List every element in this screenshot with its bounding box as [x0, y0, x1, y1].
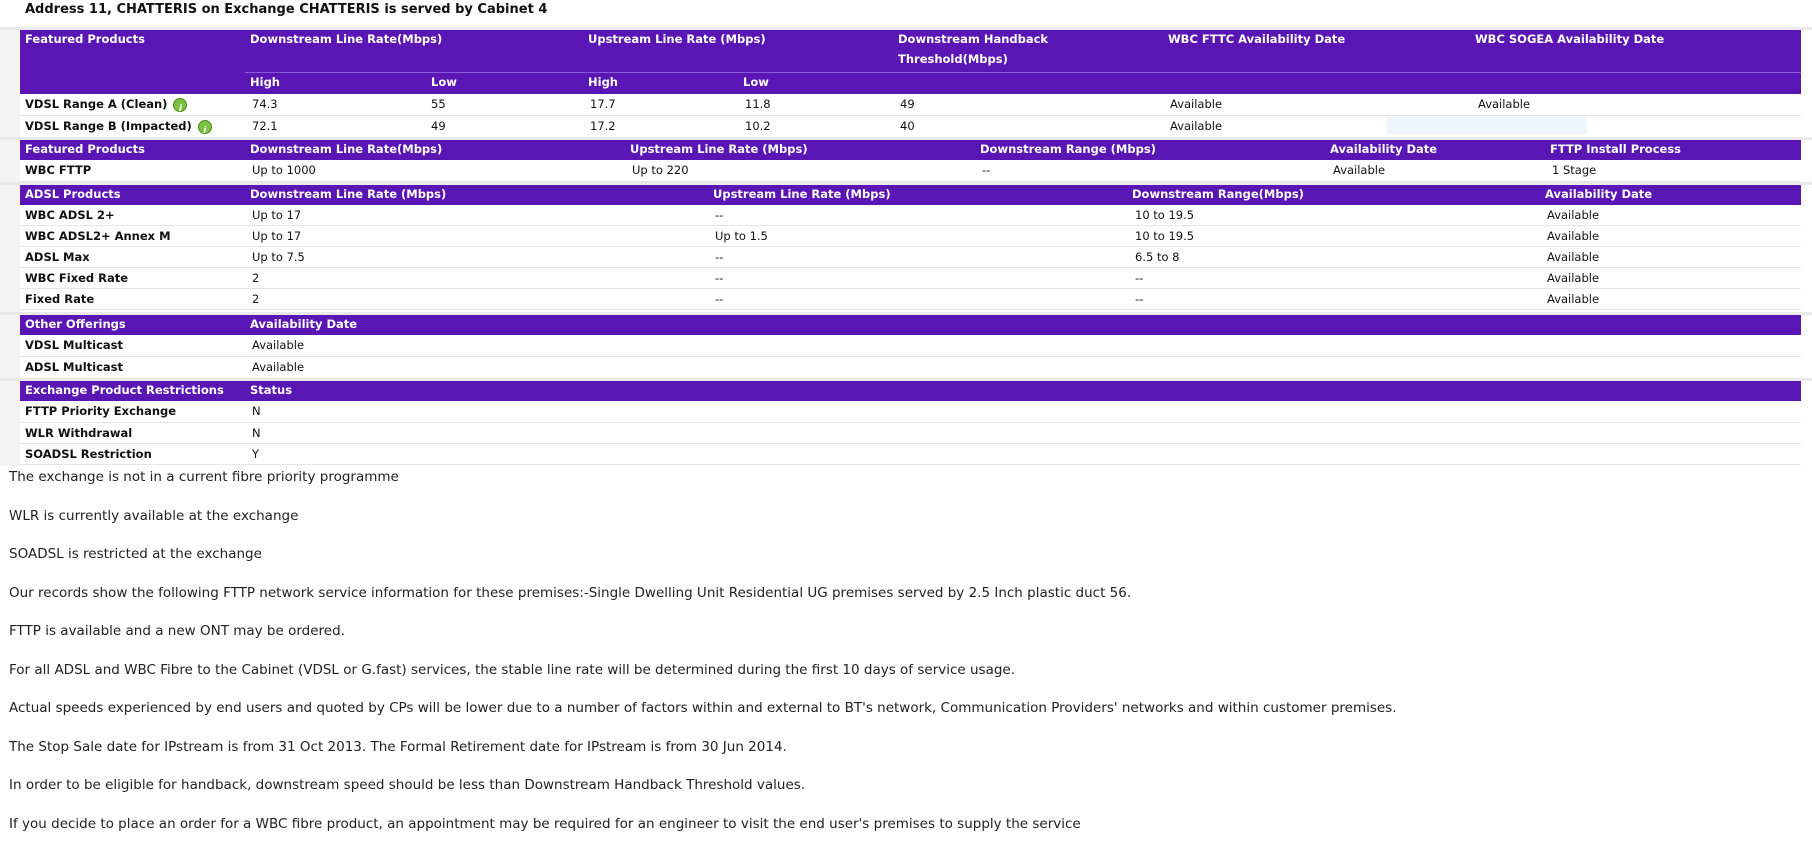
up-rate-value: --: [715, 268, 723, 288]
note: SOADSL is restricted at the exchange: [9, 539, 1799, 578]
down-rate-value: Up to 1000: [252, 160, 316, 180]
restriction-name: WLR Withdrawal: [25, 423, 132, 443]
restriction-name: FTTP Priority Exchange: [25, 401, 176, 421]
table-row: [20, 423, 1801, 444]
col-handback-threshold-line1: Downstream Handback: [898, 30, 1048, 49]
status-value: N: [252, 423, 261, 443]
col-down-high: High: [250, 73, 280, 92]
fttc-availability-value: Available: [1170, 116, 1222, 136]
col-upstream-line-rate: Upstream Line Rate (Mbps): [588, 30, 766, 49]
col-downstream-line-rate: Downstream Line Rate (Mbps): [250, 185, 446, 204]
down-range-value: 10 to 19.5: [1135, 205, 1194, 225]
col-sogea-availability: WBC SOGEA Availability Date: [1475, 30, 1664, 49]
col-down-low: Low: [431, 73, 457, 92]
col-exchange-product-restrictions: Exchange Product Restrictions: [25, 381, 224, 400]
down-range-value: 10 to 19.5: [1135, 226, 1194, 246]
availability-value: Available: [1547, 226, 1599, 246]
availability-value: Available: [252, 335, 304, 355]
up-rate-value: Up to 220: [632, 160, 689, 180]
product-name: VDSL Multicast: [25, 335, 123, 355]
down-rate-value: Up to 17: [252, 226, 301, 246]
note: Actual speeds experienced by end users and quoted by CPs will be lower due to a number of factors within and external to BT's network, Communication Providers' networks and within customer premises.: [9, 693, 1799, 732]
col-downstream-range: Downstream Range(Mbps): [1132, 185, 1304, 204]
availability-value: Available: [1547, 268, 1599, 288]
full-screen-overlay: [1387, 117, 1587, 134]
adsl-header: [20, 185, 1801, 205]
down-rate-value: Up to 7.5: [252, 247, 305, 267]
sogea-availability-value: Available: [1478, 94, 1530, 114]
note: The Stop Sale date for IPstream is from 31 Oct 2013. The Formal Retirement date for IPstream is from 30 Jun 2014.: [9, 732, 1799, 771]
down-rate-value: 2: [252, 268, 259, 288]
other-offerings-table: [0, 315, 1801, 379]
down-range-value: --: [1135, 289, 1143, 309]
note: WLR is currently available at the exchange: [9, 501, 1799, 540]
product-name: VDSL Range B (Impacted): [25, 119, 192, 133]
up-rate-value: --: [715, 289, 723, 309]
col-status: Status: [250, 381, 292, 400]
table-row: [20, 335, 1801, 357]
product-name: ADSL Max: [25, 247, 90, 267]
col-availability-date: Availability Date: [1545, 185, 1652, 204]
note: For all ADSL and WBC Fibre to the Cabinet (VDSL or G.fast) services, the stable line rate will be determined during the first 10 days of service usage.: [9, 655, 1799, 694]
note: In order to be eligible for handback, downstream speed should be less than Downstream Handback Threshold values.: [9, 770, 1799, 809]
note: If you decide to place an order for a WBC fibre product, an appointment may be required for an engineer to visit the end user's premises to supply the service: [9, 809, 1799, 847]
product-label: [25, 94, 187, 114]
table-row: [20, 226, 1801, 247]
product-name: Fixed Rate: [25, 289, 94, 309]
handback-value: 40: [900, 116, 915, 136]
other-offerings-header: [20, 315, 1801, 335]
page-title: Address 11, CHATTERIS on Exchange CHATTERIS is served by Cabinet 4: [25, 0, 547, 19]
col-downstream-line-rate: Downstream Line Rate(Mbps): [250, 140, 442, 159]
table-row: [20, 94, 1801, 116]
up-rate-value: Up to 1.5: [715, 226, 768, 246]
restriction-name: SOADSL Restriction: [25, 444, 152, 464]
product-name: WBC ADSL 2+: [25, 205, 115, 225]
col-adsl-products: ADSL Products: [25, 185, 121, 204]
availability-value: Available: [1547, 205, 1599, 225]
col-availability-date: Availability Date: [250, 315, 357, 334]
down-rate-value: 2: [252, 289, 259, 309]
notes: [9, 462, 1799, 847]
adsl-table: [0, 185, 1801, 313]
up-low-value: 11.8: [745, 94, 771, 114]
down-range-value: --: [1135, 268, 1143, 288]
col-availability-date: Availability Date: [1330, 140, 1437, 159]
info-icon[interactable]: i: [198, 120, 212, 134]
down-low-value: 55: [431, 94, 446, 114]
col-downstream-range: Downstream Range (Mbps): [980, 140, 1156, 159]
status-value: Y: [252, 444, 259, 464]
info-icon[interactable]: i: [173, 98, 187, 112]
product-name: VDSL Range A (Clean): [25, 97, 167, 111]
availability-value: Available: [1547, 289, 1599, 309]
col-upstream-line-rate: Upstream Line Rate (Mbps): [630, 140, 808, 159]
table-row: [20, 160, 1801, 182]
table-row: [20, 205, 1801, 226]
col-featured-products: Featured Products: [25, 30, 145, 49]
up-low-value: 10.2: [745, 116, 771, 136]
fttp-header: [20, 140, 1801, 160]
col-downstream-line-rate: Downstream Line Rate(Mbps): [250, 30, 442, 49]
col-handback-threshold-line2: Threshold(Mbps): [898, 50, 1008, 69]
up-rate-value: --: [715, 205, 723, 225]
subheader-divider: [245, 72, 1801, 73]
availability-value: Available: [1547, 247, 1599, 267]
down-range-value: 6.5 to 8: [1135, 247, 1179, 267]
product-name: WBC FTTP: [25, 160, 91, 180]
col-featured-products: Featured Products: [25, 140, 145, 159]
table-row: [20, 357, 1801, 379]
down-rate-value: Up to 17: [252, 205, 301, 225]
col-fttp-install-process: FTTP Install Process: [1550, 140, 1681, 159]
handback-value: 49: [900, 94, 915, 114]
note: FTTP is available and a new ONT may be ordered.: [9, 616, 1799, 655]
availability-value: Available: [1333, 160, 1385, 180]
col-fttc-availability: WBC FTTC Availability Date: [1168, 30, 1345, 49]
col-other-offerings: Other Offerings: [25, 315, 126, 334]
fttc-header: [20, 30, 1801, 94]
table-row: [20, 268, 1801, 289]
down-high-value: 74.3: [252, 94, 278, 114]
restrictions-table: [0, 381, 1801, 466]
col-up-high: High: [588, 73, 618, 92]
fttc-availability-value: Available: [1170, 94, 1222, 114]
col-up-low: Low: [743, 73, 769, 92]
table-row: [20, 401, 1801, 423]
restrictions-header: [20, 381, 1801, 401]
down-low-value: 49: [431, 116, 446, 136]
product-name: WBC Fixed Rate: [25, 268, 128, 288]
availability-value: Available: [252, 357, 304, 377]
product-name: WBC ADSL2+ Annex M: [25, 226, 171, 246]
table-row: [20, 289, 1801, 310]
fttp-table: [0, 140, 1801, 183]
down-range-value: --: [982, 160, 990, 180]
product-name: ADSL Multicast: [25, 357, 123, 377]
product-label: [25, 116, 212, 136]
table-row: [20, 247, 1801, 268]
up-high-value: 17.2: [590, 116, 616, 136]
up-high-value: 17.7: [590, 94, 616, 114]
down-high-value: 72.1: [252, 116, 278, 136]
note: Our records show the following FTTP network service information for these premises:-Single Dwelling Unit Residential UG premises served by 2.5 Inch plastic duct 56.: [9, 578, 1799, 617]
note: The exchange is not in a current fibre priority programme: [9, 462, 1799, 501]
up-rate-value: --: [715, 247, 723, 267]
status-value: N: [252, 401, 261, 421]
col-upstream-line-rate: Upstream Line Rate (Mbps): [713, 185, 891, 204]
install-process-value: 1 Stage: [1552, 160, 1596, 180]
